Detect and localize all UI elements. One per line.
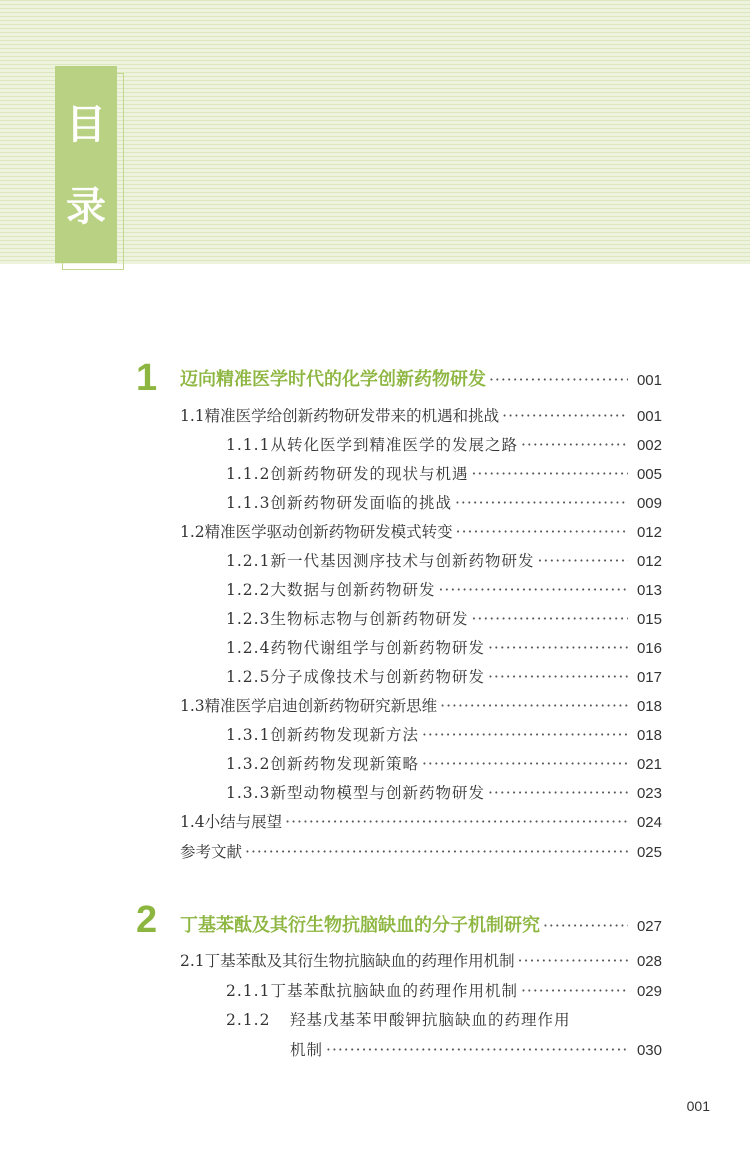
subsection-number: 1.3.1 (226, 726, 271, 744)
page-number: 009 (636, 495, 662, 512)
page-number: 018 (636, 727, 662, 744)
toc-entry[interactable] (180, 522, 662, 543)
section-title: 精准医学给创新药物研发带来的机遇和挑战 (204, 407, 500, 425)
subsection-title: 药物代谢组学与创新药物研发 (270, 639, 485, 657)
toc-entry[interactable] (226, 725, 662, 746)
section-number: 1.3 (180, 697, 205, 715)
dot-leader (456, 522, 628, 542)
page-number: 024 (636, 814, 662, 831)
subsection-number: 1.1.2 (226, 465, 271, 483)
page-number: 028 (636, 953, 662, 970)
section-title: 丁基苯酞及其衍生物抗脑缺血的药理作用机制 (204, 952, 515, 970)
toc-entry[interactable] (226, 1010, 662, 1030)
subsection-title: 羟基戊基苯甲酸钾抗脑缺血的药理作用 (290, 1011, 571, 1029)
toc-entry[interactable] (226, 580, 662, 601)
chapter-number: 1 (136, 357, 158, 399)
section-title: 小结与展望 (204, 813, 283, 831)
subsection-title: 大数据与创新药物研发 (270, 581, 436, 599)
page-number: 018 (636, 698, 662, 715)
subsection-number: 2.1.2 (226, 1011, 271, 1029)
dot-leader (521, 435, 628, 455)
section-number: 2.1 (180, 952, 205, 970)
page-number: 017 (636, 669, 662, 686)
subsection-title-continuation: 机制 (290, 1041, 324, 1059)
toc-entry[interactable] (180, 370, 662, 391)
dot-leader (326, 1040, 628, 1060)
page-number: 013 (636, 582, 662, 599)
page-number: 001 (636, 408, 662, 425)
page-number: 021 (636, 756, 662, 773)
page-number: 015 (636, 611, 662, 628)
subsection-title: 丁基苯酞抗脑缺血的药理作用机制 (270, 982, 518, 1000)
toc-entry[interactable] (226, 493, 662, 514)
subsection-number: 1.1.1 (226, 436, 271, 454)
title-char-lu: 录 (66, 184, 106, 230)
dot-leader (471, 609, 628, 629)
subsection-title: 生物标志物与创新药物研发 (270, 610, 469, 628)
toc-entry[interactable] (226, 551, 662, 572)
subsection-title: 创新药物发现新方法 (270, 726, 419, 744)
dot-leader (488, 667, 628, 687)
subsection-number: 1.2.3 (226, 610, 271, 628)
toc-entry[interactable] (180, 916, 662, 937)
dot-leader (502, 406, 628, 426)
page-number: 027 (636, 918, 662, 935)
page-number: 029 (636, 983, 662, 1000)
title-char-mu: 目 (66, 102, 106, 148)
dot-leader (455, 493, 628, 513)
dot-leader (422, 725, 628, 745)
subsection-title: 创新药物研发面临的挑战 (270, 494, 452, 512)
dot-leader (422, 754, 628, 774)
subsection-number: 1.2.4 (226, 639, 271, 657)
dot-leader (471, 464, 628, 484)
page-number: 005 (636, 466, 662, 483)
dot-leader (543, 916, 628, 936)
page-folio: 001 (686, 1098, 710, 1114)
toc-entry[interactable] (226, 464, 662, 485)
subsection-number: 2.1.1 (226, 982, 271, 1000)
page-number: 002 (636, 437, 662, 454)
section-number: 1.2 (180, 523, 205, 541)
dot-leader (438, 580, 628, 600)
subsection-title: 新型动物模型与创新药物研发 (270, 784, 485, 802)
subsection-title: 分子成像技术与创新药物研发 (270, 668, 485, 686)
toc-entry[interactable] (180, 406, 662, 427)
toc-entry[interactable] (226, 981, 662, 1002)
toc-entry[interactable] (226, 609, 662, 630)
toc-entry-continuation[interactable] (290, 1040, 662, 1061)
dot-leader (488, 783, 628, 803)
subsection-title: 从转化医学到精准医学的发展之路 (270, 436, 518, 454)
page-number: 023 (636, 785, 662, 802)
chapter-number: 2 (136, 899, 158, 941)
section-title: 精准医学驱动创新药物研发模式转变 (204, 523, 453, 541)
chapter-title: 丁基苯酞及其衍生物抗脑缺血的分子机制研究 (180, 915, 540, 936)
subsection-number: 1.2.5 (226, 668, 271, 686)
page-number: 030 (636, 1042, 662, 1059)
page-number: 001 (636, 372, 662, 389)
subsection-number: 1.1.3 (226, 494, 271, 512)
dot-leader (488, 638, 628, 658)
subsection-title: 创新药物研发的现状与机遇 (270, 465, 469, 483)
subsection-number: 1.3.3 (226, 784, 271, 802)
section-number: 1.1 (180, 407, 205, 425)
toc-entry[interactable] (180, 696, 662, 717)
subsection-title: 创新药物发现新策略 (270, 755, 419, 773)
dot-leader (518, 951, 628, 971)
toc-entry[interactable] (180, 951, 662, 972)
toc-entry[interactable] (180, 812, 662, 833)
title-block (55, 66, 117, 263)
toc-entry[interactable] (226, 667, 662, 688)
references-title: 参考文献 (180, 843, 243, 861)
dot-leader (537, 551, 628, 571)
dot-leader (245, 842, 628, 862)
toc-entry[interactable] (226, 638, 662, 659)
section-number: 1.4 (180, 813, 205, 831)
dot-leader (440, 696, 628, 716)
subsection-number: 1.2.2 (226, 581, 271, 599)
chapter-title: 迈向精准医学时代的化学创新药物研发 (180, 369, 486, 390)
toc-entry[interactable] (226, 783, 662, 804)
dot-leader (521, 981, 628, 1001)
section-title: 精准医学启迪创新药物研究新思维 (204, 697, 438, 715)
subsection-number: 1.3.2 (226, 755, 271, 773)
subsection-number: 1.2.1 (226, 552, 271, 570)
subsection-title: 新一代基因测序技术与创新药物研发 (270, 552, 535, 570)
toc-entry-references[interactable] (180, 842, 662, 863)
page-number: 025 (636, 844, 662, 861)
page-number: 012 (636, 553, 662, 570)
page-number: 016 (636, 640, 662, 657)
toc-entry[interactable] (226, 754, 662, 775)
page-number: 012 (636, 524, 662, 541)
dot-leader (285, 812, 628, 832)
toc-entry[interactable] (226, 435, 662, 456)
dot-leader (489, 370, 628, 390)
